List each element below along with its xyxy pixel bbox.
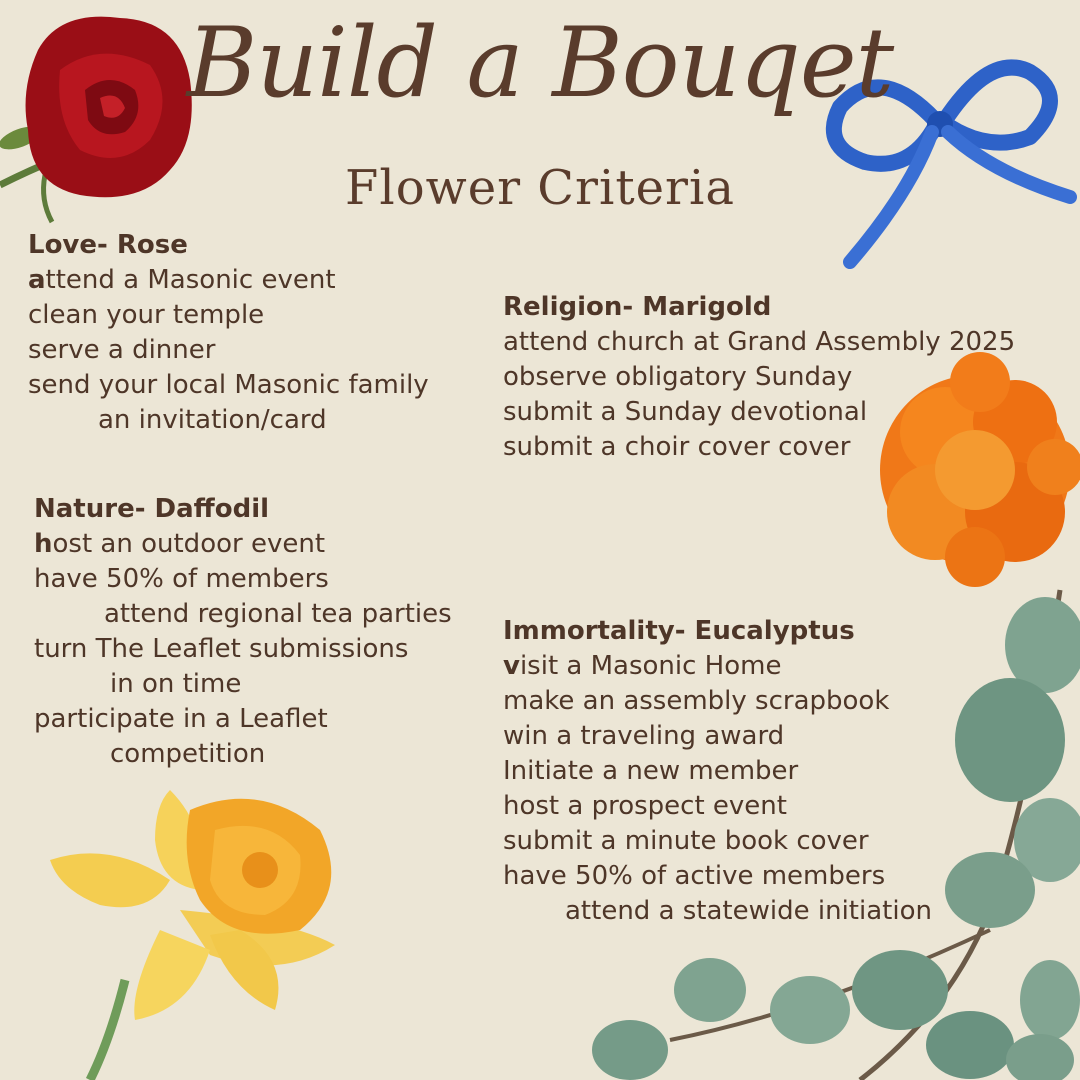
section-heading: Nature- Daffodil	[34, 494, 270, 524]
criteria-item: visit a Masonic Home	[503, 651, 782, 681]
criteria-item: turn The Leaflet submissions	[34, 634, 409, 664]
criteria-item-continued: attend a statewide initiation	[565, 896, 932, 926]
criteria-item-continued: competition	[110, 739, 266, 769]
criteria-item: clean your temple	[28, 300, 265, 330]
page-subtitle: Flower Criteria	[345, 160, 735, 216]
criteria-item: submit a choir cover cover	[503, 432, 851, 462]
criteria-item: observe obligatory Sunday	[503, 362, 853, 392]
section-nature	[34, 492, 452, 772]
criteria-item: win a traveling award	[503, 721, 785, 751]
criteria-item-continued: attend regional tea parties	[104, 599, 452, 629]
criteria-item-continued: in on time	[110, 669, 242, 699]
criteria-item: serve a dinner	[28, 335, 216, 365]
section-heading: Religion- Marigold	[503, 292, 772, 322]
criteria-item: send your local Masonic family	[28, 370, 429, 400]
criteria-item: submit a Sunday devotional	[503, 397, 868, 427]
criteria-item: submit a minute book cover	[503, 826, 869, 856]
section-love	[28, 228, 429, 438]
criteria-item-continued: an invitation/card	[98, 405, 327, 435]
criteria-item: attend church at Grand Assembly 2025	[503, 327, 1016, 357]
criteria-item: participate in a Leaflet	[34, 704, 328, 734]
page-title: Build a Bouqet	[186, 7, 894, 119]
section-heading: Immortality- Eucalyptus	[503, 616, 855, 646]
criteria-item: make an assembly scrapbook	[503, 686, 890, 716]
criteria-item: host an outdoor event	[34, 529, 326, 559]
criteria-item: Initiate a new member	[503, 756, 799, 786]
criteria-item: host a prospect event	[503, 791, 787, 821]
criteria-item: attend a Masonic event	[28, 265, 336, 295]
section-heading: Love- Rose	[28, 230, 188, 260]
section-immortality	[503, 614, 932, 929]
criteria-item: have 50% of members	[34, 564, 329, 594]
daffodil-icon	[50, 770, 350, 1080]
criteria-item: have 50% of active members	[503, 861, 886, 891]
section-religion	[503, 290, 1015, 465]
